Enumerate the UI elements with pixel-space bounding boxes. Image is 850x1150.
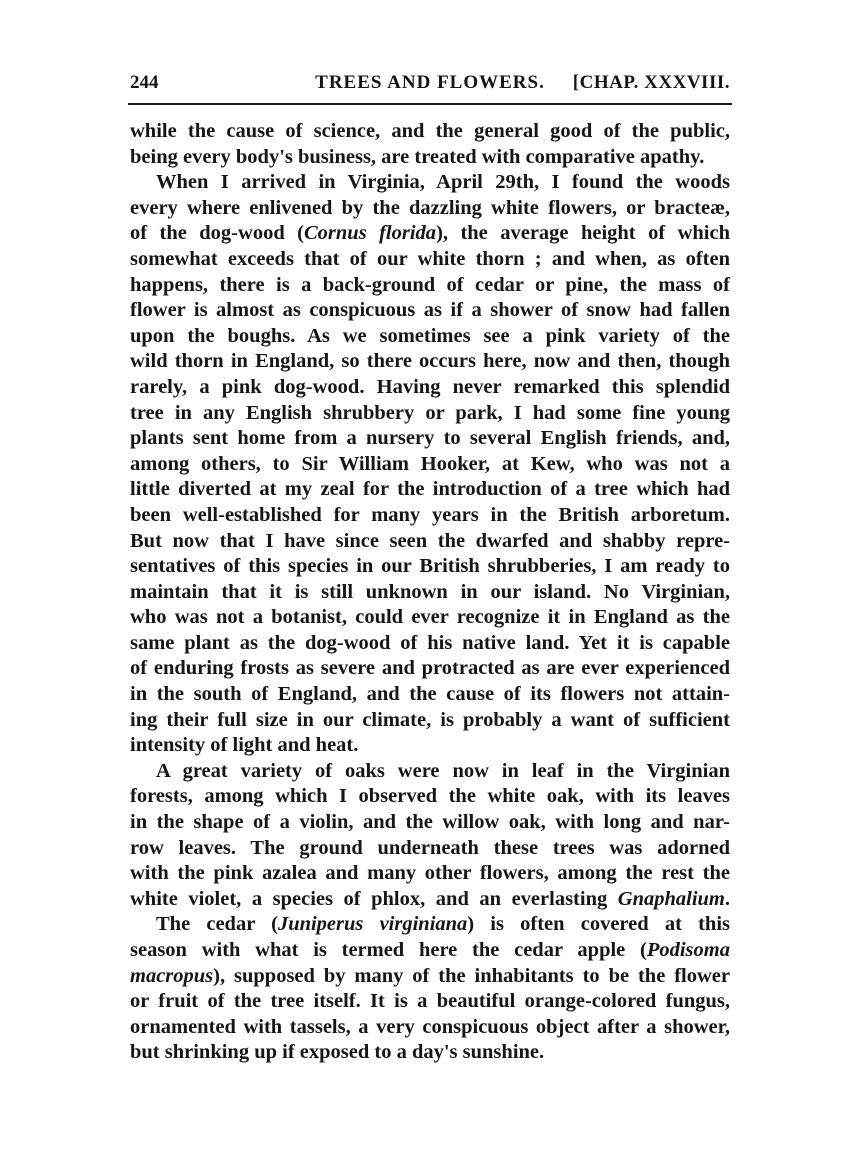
header-rule bbox=[128, 103, 732, 105]
text-line: of enduring frosts as severe and protracted as are ever experienced bbox=[130, 657, 730, 680]
text-line: been well-established for many years in the British arboretum. bbox=[130, 503, 730, 526]
text-line: season with what is termed here the cedar apple (Podisoma bbox=[130, 939, 730, 961]
text-line: row leaves. The ground underneath these trees was adorned bbox=[130, 836, 730, 859]
text-line: in the shape of a violin, and the willow oak, with long and nar- bbox=[130, 811, 730, 834]
chapter-label: [CHAP. XXXVIII. bbox=[572, 72, 730, 93]
text-line: A great variety of oaks were now in leaf in the Virginian bbox=[156, 759, 730, 782]
paragraph-3 bbox=[130, 759, 730, 913]
text-line: macropus), supposed by many of the inhabitants to be the flower bbox=[130, 964, 730, 987]
text-line: who was not a botanist, could ever recognize it in England as the bbox=[130, 606, 730, 629]
text-line: of the dog-wood (Cornus florida), the average height of which bbox=[130, 222, 730, 245]
text-line: ornamented with tassels, a very conspicuous object after a shower, bbox=[130, 1015, 730, 1038]
text-line: But now that I have since seen the dwarfed and shabby repre- bbox=[130, 529, 730, 552]
text-line: sentatives of this species in our British shrubberies, I am ready to bbox=[130, 555, 730, 578]
text-line: The cedar (Juniperus virginiana) is often covered at this bbox=[156, 913, 731, 936]
text-line: among others, to Sir William Hooker, at Kew, who was not a bbox=[130, 452, 730, 475]
text-line: in the south of England, and the cause of its flowers not attain- bbox=[130, 683, 730, 706]
text-line: flower is almost as conspicuous as if a shower of snow had fallen bbox=[130, 299, 730, 322]
page-number: 244 bbox=[130, 72, 159, 93]
text-line: forests, among which I observed the white oak, with its leaves bbox=[130, 785, 730, 808]
paragraph-4 bbox=[130, 912, 730, 1066]
text-line: white violet, a species of phlox, and an everlasting Gnaphalium. bbox=[130, 887, 730, 910]
text-line: plants sent home from a nursery to several English friends, and, bbox=[130, 427, 730, 450]
text-line: rarely, a pink dog-wood. Having never remarked this splendid bbox=[130, 375, 730, 398]
running-head bbox=[130, 68, 730, 98]
text-line: upon the boughs. As we sometimes see a pink variety of the bbox=[130, 324, 730, 347]
text-line: maintain that it is still unknown in our island. No Virginian, bbox=[130, 580, 730, 603]
text-line: while the cause of science, and the general good of the public, bbox=[130, 120, 730, 142]
text-line: same plant as the dog-wood of his native land. Yet it is capable bbox=[130, 631, 730, 654]
body-text bbox=[130, 119, 730, 1066]
text-line: happens, there is a back-ground of cedar or pine, the mass of bbox=[130, 273, 730, 296]
text-line: being every body's business, are treated with comparative apathy. bbox=[130, 145, 705, 168]
text-line: When I arrived in Virginia, April 29th, I found the woods bbox=[156, 171, 730, 194]
text-line: tree in any English shrubbery or park, I had some fine young bbox=[130, 401, 730, 424]
text-line: or fruit of the tree itself. It is a beautiful orange-colored fungus, bbox=[130, 990, 730, 1013]
text-line: every where enlivened by the dazzling white flowers, or bracteæ, bbox=[130, 196, 730, 219]
text-line: little diverted at my zeal for the introduction of a tree which had bbox=[130, 478, 730, 501]
text-line: somewhat exceeds that of our white thorn ; and when, as often bbox=[130, 247, 730, 270]
text-line: but shrinking up if exposed to a day's sunshine. bbox=[130, 1041, 545, 1064]
paragraph-1 bbox=[130, 119, 730, 170]
text-line: ing their full size in our climate, is probably a want of sufficient bbox=[130, 708, 730, 731]
text-line: with the pink azalea and many other flowers, among the rest the bbox=[130, 862, 730, 885]
running-title: TREES AND FLOWERS. bbox=[315, 72, 545, 93]
text-line: intensity of light and heat. bbox=[130, 734, 359, 757]
text-line: wild thorn in England, so there occurs here, now and then, though bbox=[130, 350, 730, 373]
paragraph-2 bbox=[130, 170, 730, 759]
